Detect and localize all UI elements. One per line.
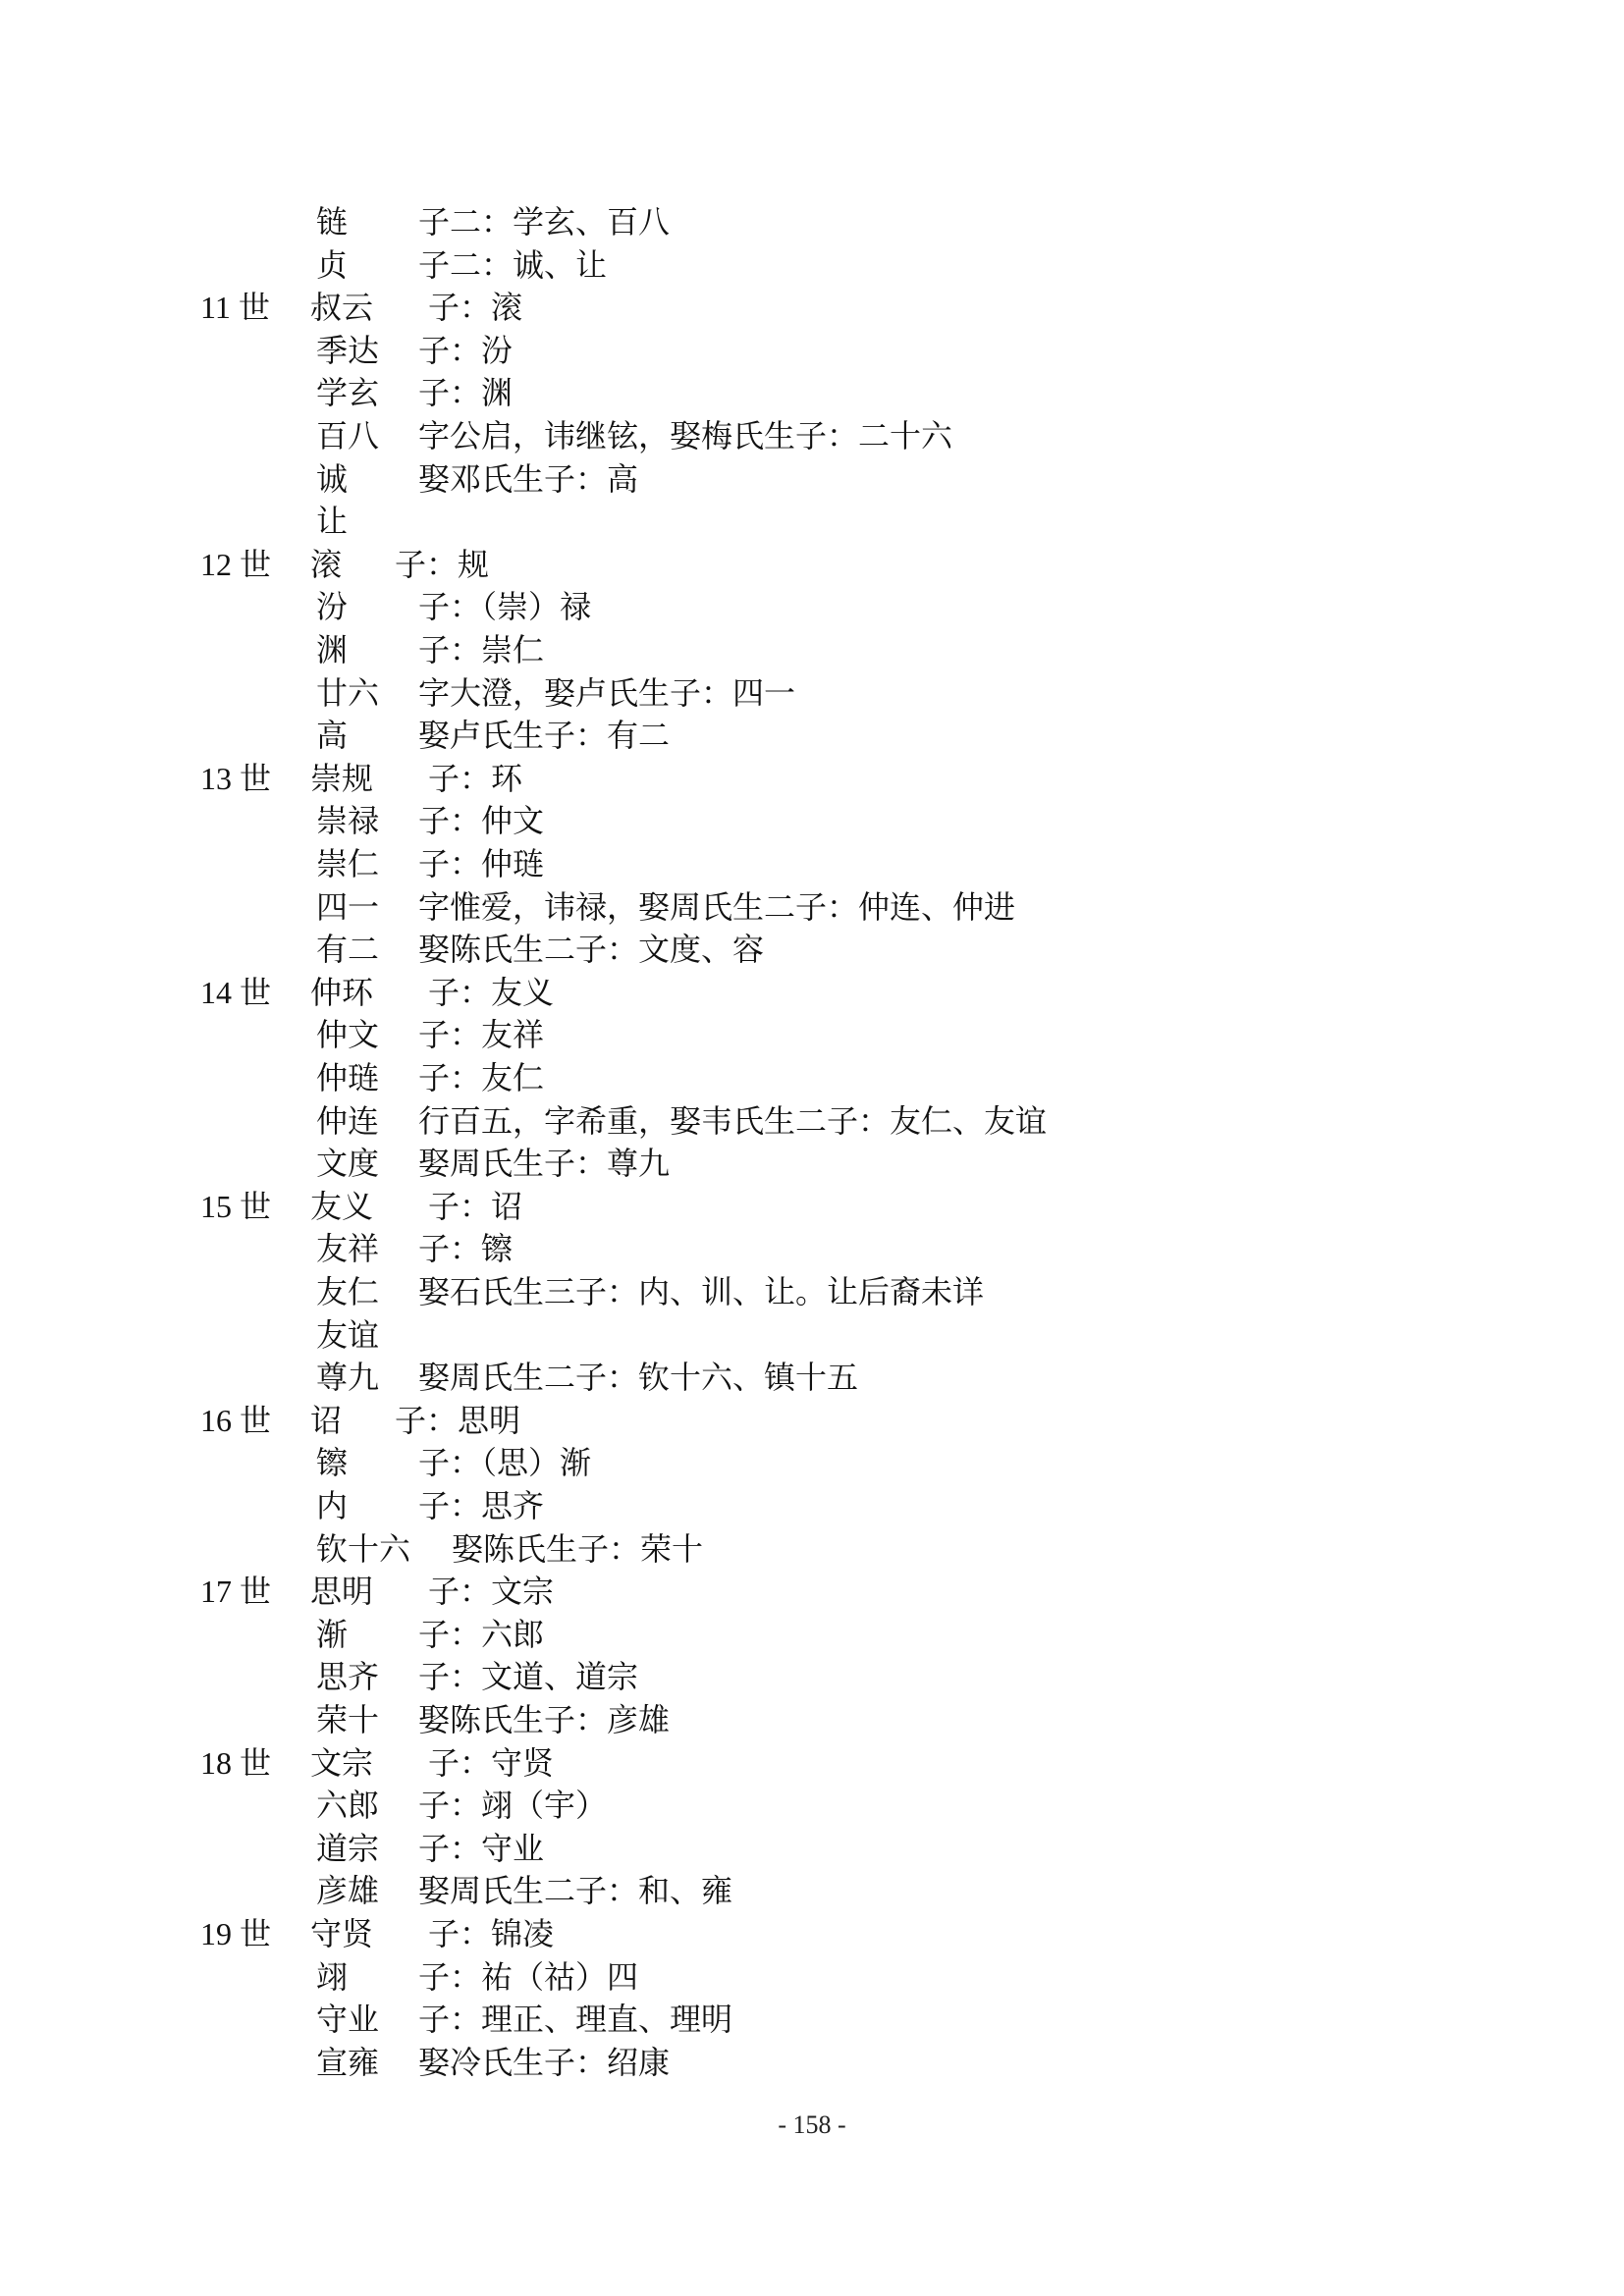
person-description: 子：友仁	[418, 1059, 545, 1096]
person-description: 娶陈氏生子：荣十	[452, 1529, 704, 1568]
genealogy-entry	[0, 457, 1624, 501]
generation-label: 11 世	[200, 290, 270, 326]
person-description: 娶陈氏生二子：文度、容	[418, 931, 765, 969]
person-description: 子：渊	[418, 374, 514, 412]
generation-label: 15 世	[200, 1188, 272, 1224]
person-description: 子：诏	[428, 1187, 523, 1225]
generation-label: 17 世	[200, 1574, 272, 1610]
person-name: 学玄	[316, 374, 380, 412]
person-description: 子：镲	[418, 1230, 514, 1268]
genealogy-entry	[0, 1784, 1624, 1827]
person-description: 子：理正、理直、理明	[418, 2001, 733, 2039]
person-name: 荣十	[316, 1701, 380, 1738]
person-name: 内	[316, 1487, 349, 1524]
genealogy-entry	[0, 2041, 1624, 2084]
genealogy-entry	[0, 200, 1624, 243]
genealogy-entry	[0, 1441, 1624, 1484]
person-description: 子：仲文	[418, 802, 545, 840]
genealogy-entry	[0, 1399, 1624, 1442]
person-description: 子二：学玄、百八	[418, 203, 671, 240]
person-name: 仲环	[310, 973, 374, 1011]
generation-label: 14 世	[200, 974, 272, 1010]
generation-label: 13 世	[200, 760, 272, 796]
person-name: 六郎	[316, 1787, 380, 1825]
person-description: 子：锦凌	[428, 1915, 555, 1952]
genealogy-entry	[0, 1998, 1624, 2041]
person-description: 娶卢氏生子：有二	[418, 717, 671, 755]
genealogy-entry	[0, 757, 1624, 800]
genealogy-entry	[0, 1698, 1624, 1741]
person-name: 友祥	[316, 1230, 380, 1268]
person-description: 子：仲琏	[418, 845, 545, 882]
person-description: 子：汾	[418, 331, 514, 369]
person-description: 子：友义	[428, 973, 555, 1011]
person-name: 仲文	[316, 1016, 380, 1054]
person-name: 百八	[316, 417, 380, 454]
person-name: 思明	[310, 1573, 374, 1611]
genealogy-entry	[0, 1955, 1624, 1999]
genealogy-entry	[0, 842, 1624, 885]
person-name: 链	[316, 203, 349, 240]
person-name: 钦十六	[316, 1529, 411, 1568]
genealogy-entry	[0, 1741, 1624, 1785]
person-description: 子：滚	[428, 289, 523, 327]
genealogy-entry	[0, 971, 1624, 1014]
person-name: 渊	[316, 631, 349, 668]
genealogy-entry	[0, 1570, 1624, 1613]
person-name: 季达	[316, 331, 380, 369]
person-description: 子：环	[428, 759, 523, 797]
person-description: 字惟爱，讳禄，娶周氏生二子：仲连、仲进	[418, 887, 1016, 926]
genealogy-entry	[0, 1227, 1624, 1270]
genealogy-entry	[0, 628, 1624, 671]
genealogy-entry	[0, 1484, 1624, 1527]
person-name: 高	[316, 717, 349, 755]
person-name: 崇仁	[316, 845, 380, 882]
person-name: 宣雍	[316, 2043, 380, 2081]
person-description: 子二：诚、让	[418, 245, 608, 284]
generation-label: 12 世	[200, 546, 272, 582]
genealogy-entry	[0, 671, 1624, 715]
person-description: 子：思齐	[418, 1487, 545, 1524]
genealogy-entry	[0, 1013, 1624, 1056]
genealogy-entry	[0, 585, 1624, 628]
person-description: 娶冷氏生子：绍康	[418, 2043, 671, 2081]
person-description: 字公启，讳继铉，娶梅氏生子：二十六	[418, 417, 953, 454]
genealogy-entry	[0, 714, 1624, 757]
genealogy-entry	[0, 1527, 1624, 1571]
person-description: 子：规	[395, 545, 490, 583]
person-description: 行百五，字希重，娶韦氏生二子：友仁、友谊	[418, 1101, 1048, 1140]
generation-label: 18 世	[200, 1744, 272, 1781]
person-name: 友谊	[316, 1315, 380, 1354]
genealogy-entry	[0, 1056, 1624, 1099]
person-name: 友仁	[316, 1273, 380, 1310]
person-description: 子：翊（宇）	[418, 1787, 608, 1825]
genealogy-entry	[0, 286, 1624, 329]
generation-label: 19 世	[200, 1916, 272, 1951]
person-name: 诚	[316, 459, 349, 498]
genealogy-entry	[0, 1655, 1624, 1698]
person-name: 仲琏	[316, 1059, 380, 1096]
person-name: 廿六	[316, 673, 380, 712]
person-name: 镲	[316, 1444, 349, 1482]
genealogy-entry	[0, 885, 1624, 929]
genealogy-entry	[0, 1270, 1624, 1313]
person-name: 贞	[316, 245, 349, 284]
generation-label: 16 世	[200, 1402, 272, 1438]
person-description: 娶陈氏生子：彦雄	[418, 1701, 671, 1738]
person-name: 文度	[316, 1145, 380, 1183]
person-name: 仲连	[316, 1101, 380, 1140]
person-name: 文宗	[310, 1743, 374, 1782]
person-name: 汾	[316, 588, 349, 626]
page-number: - 158 -	[778, 2110, 846, 2139]
genealogy-entry	[0, 1613, 1624, 1656]
genealogy-entry	[0, 500, 1624, 543]
person-description: 子：守贤	[428, 1743, 555, 1782]
person-description: 娶周氏生子：尊九	[418, 1145, 671, 1183]
person-name: 彦雄	[316, 1872, 380, 1910]
genealogy-entry	[0, 1185, 1624, 1228]
person-name: 守贤	[310, 1915, 374, 1952]
person-description: 子：（思）渐	[418, 1444, 592, 1482]
person-description: 子：六郎	[418, 1615, 545, 1653]
genealogy-entry	[0, 1869, 1624, 1912]
person-name: 尊九	[316, 1359, 380, 1397]
person-name: 思齐	[316, 1658, 380, 1696]
person-description: 子：崇仁	[418, 631, 545, 668]
genealogy-entry	[0, 329, 1624, 372]
genealogy-entry	[0, 1313, 1624, 1357]
person-name: 有二	[316, 931, 380, 969]
person-name: 让	[316, 503, 349, 541]
genealogy-entry	[0, 1099, 1624, 1143]
genealogy-entry	[0, 1356, 1624, 1399]
person-description: 子：守业	[418, 1829, 545, 1867]
person-description: 娶周氏生二子：和、雍	[418, 1872, 733, 1910]
genealogy-entry	[0, 799, 1624, 842]
person-description: 子：祐（祜）四	[418, 1957, 639, 1996]
genealogy-entry	[0, 243, 1624, 287]
genealogy-entry	[0, 928, 1624, 971]
genealogy-entry	[0, 543, 1624, 586]
person-description: 娶邓氏生子：高	[418, 459, 639, 498]
genealogy-entry	[0, 1142, 1624, 1185]
person-name: 诏	[310, 1401, 343, 1439]
person-description: 子：友祥	[418, 1016, 545, 1054]
person-description: 子：（崇）禄	[418, 588, 592, 626]
person-description: 娶周氏生二子：钦十六、镇十五	[418, 1359, 859, 1397]
person-name: 崇规	[310, 759, 374, 797]
person-name: 友义	[310, 1187, 374, 1225]
person-name: 渐	[316, 1615, 349, 1653]
genealogy-entry	[0, 1827, 1624, 1870]
person-name: 叔云	[310, 289, 374, 327]
person-description: 娶石氏生三子：内、训、让。让后裔未详	[418, 1273, 985, 1310]
person-description: 子：思明	[395, 1401, 521, 1439]
person-name: 崇禄	[316, 802, 380, 840]
person-name: 翊	[316, 1957, 349, 1996]
genealogy-entry	[0, 1912, 1624, 1955]
person-name: 滚	[310, 545, 343, 583]
genealogy-entry	[0, 371, 1624, 414]
person-name: 四一	[316, 887, 380, 926]
person-description: 子：文宗	[428, 1573, 555, 1611]
person-name: 守业	[316, 2001, 380, 2039]
person-name: 道宗	[316, 1829, 380, 1867]
person-description: 字大澄，娶卢氏生子：四一	[418, 673, 796, 712]
person-description: 子：文道、道宗	[418, 1658, 639, 1696]
genealogy-entry	[0, 414, 1624, 457]
